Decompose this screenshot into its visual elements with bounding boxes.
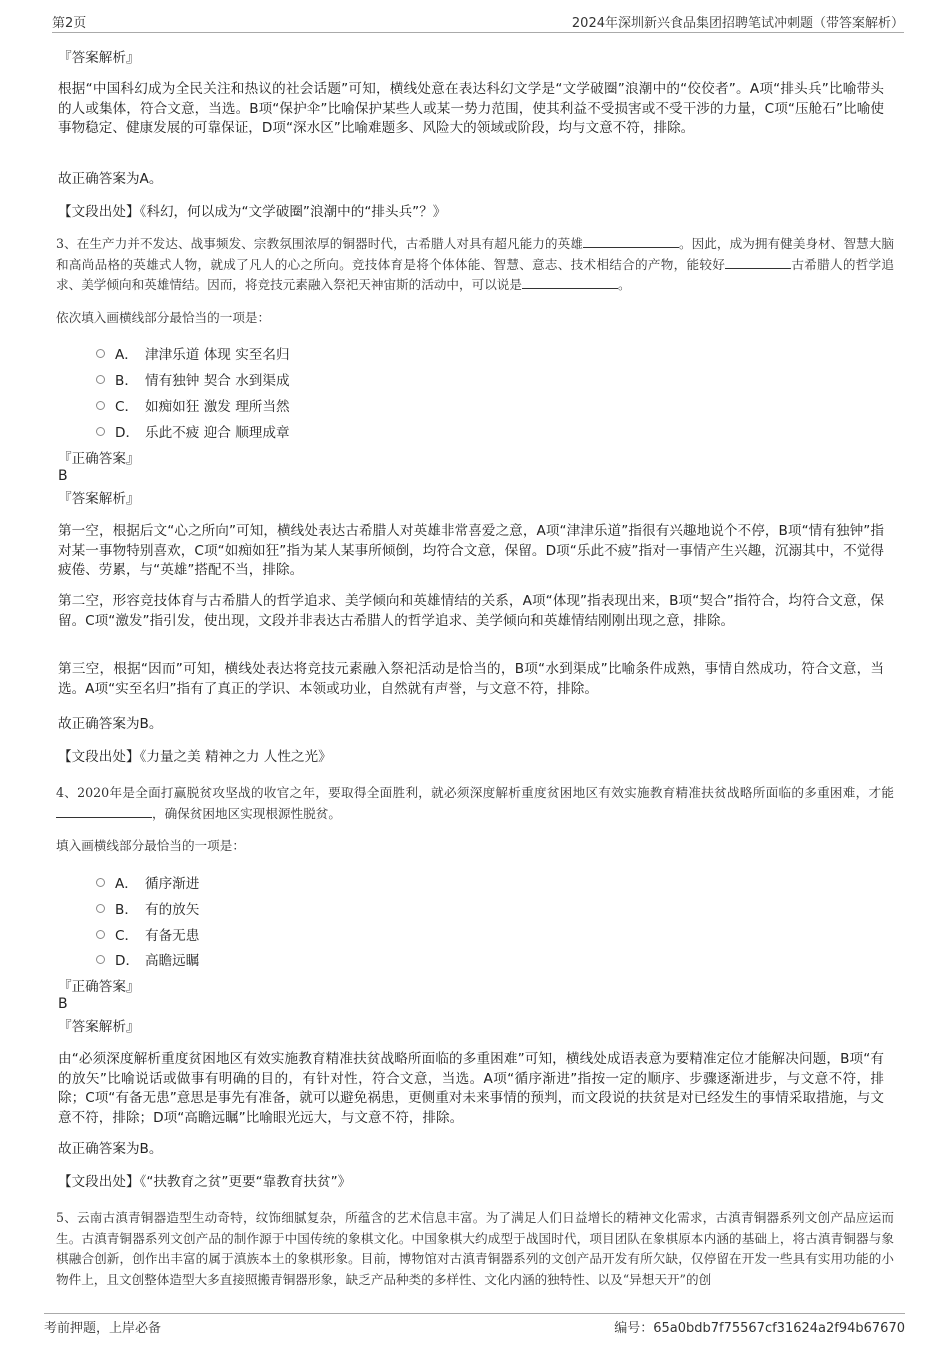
q2-analysis-text: 根据“中国科幻成为全民关注和热议的社会话题”可知，横线处意在表达科幻文学是“文学破圈”浪潮中的“佼佼者”。A项“排头兵”比喻带头的人或集体，符合文意，当选。B项“保护伞”比喻保护某些人或某一势力范围，使其利益不受损害或不受干涉的力量，C项“压舱石”比喻使事物稳定、健康发展的可靠保证，D项“深水区”比喻难题多、风险大的领域或阶段，均与文意不符，排除。 bbox=[58, 81, 884, 136]
radio-icon[interactable] bbox=[96, 930, 105, 939]
radio-icon[interactable] bbox=[96, 955, 105, 964]
q3-option-d[interactable]: D． 乐此不疲 迎合 顺理成章 bbox=[96, 420, 290, 442]
q4-source: 【文段出处】《“扶教育之贫”更要“靠教育扶贫”》 bbox=[58, 1174, 352, 1190]
q4-option-a[interactable]: A． 循序渐进 bbox=[96, 871, 199, 893]
q3-analysis-label: 『答案解析』 bbox=[58, 491, 140, 507]
q3-instruction: 依次填入画横线部分最恰当的一项是： bbox=[56, 310, 271, 325]
document-title: 2024年深圳新兴食品集团招聘笔试冲刺题（带答案解析） bbox=[571, 16, 904, 31]
q5-stem: 5、云南古滇青铜器造型生动奇特，纹饰细腻复杂，所蕴含的艺术信息丰富。为了满足人们日益增长的精神文化需求，古滇青铜器系列文创产品应运而生。古滇青铜器系列文创产品的制作源于中国传统的象棋文化。中国象棋大约成型于战国时代，项目团队在象棋原本内涵的基础上，将古滇青铜器与象棋融合创新，创作出丰富的属于滇族本土的象棋形象。目前，博物馆对古滇青铜器系列的文创产品开发有所欠缺，仅停留在开发一些具有实用功能的小物件上，且文创整体造型大多直接照搬青铜器形象，缺乏产品种类的多样性、文化内涵的独特性、以及“异想天开”的创 bbox=[56, 1210, 894, 1287]
q3-analysis-3: 第三空，根据“因而”可知，横线处表达将竞技元素融入祭祀活动是恰当的，B项“水到渠成”比喻条件成熟，事情自然成功，符合文意，当选。A项“实至名归”指有了真正的学识、本领或功业，自然就有声誉，与文意不符，排除。 bbox=[58, 661, 884, 697]
blank-1 bbox=[56, 805, 152, 818]
q2-analysis-label: 『答案解析』 bbox=[58, 50, 140, 66]
radio-icon[interactable] bbox=[96, 375, 105, 384]
q4-correct-label: 『正确答案』 bbox=[58, 979, 140, 995]
radio-icon[interactable] bbox=[96, 904, 105, 913]
page-header bbox=[52, 12, 904, 33]
blank-2 bbox=[725, 256, 791, 269]
q4-option-d[interactable]: D． 高瞻远瞩 bbox=[96, 948, 199, 970]
q3-analysis-2: 第二空，形容竞技体育与古希腊人的哲学追求、美学倾向和英雄情结的关系，A项“体现”指表现出来，B项“契合”指符合，均符合文意，保留。C项“激发”指引发，使出现，文段并非表达古希腊人的哲学追求、美学倾向和英雄情结刚刚出现之意，排除。 bbox=[58, 593, 884, 629]
q4-stem: 4、2020年是全面打赢脱贫攻坚战的收官之年，要取得全面胜利，就必须深度解析重度贫困地区有效实施教育精准扶贫战略所面临的多重困难，才能，确保贫困地区实现根源性脱贫。 bbox=[56, 785, 894, 821]
q3-source: 【文段出处】《力量之美 精神之力 人性之光》 bbox=[58, 749, 332, 765]
q4-analysis-label: 『答案解析』 bbox=[58, 1019, 140, 1035]
blank-3 bbox=[522, 276, 618, 289]
radio-icon[interactable] bbox=[96, 349, 105, 358]
q2-source: 【文段出处】《科幻，何以成为“文学破圈”浪潮中的“排头兵”？》 bbox=[58, 204, 447, 220]
q2-conclusion: 故正确答案为A。 bbox=[58, 171, 163, 187]
radio-icon[interactable] bbox=[96, 427, 105, 436]
q3-option-c[interactable]: C． 如痴如狂 激发 理所当然 bbox=[96, 394, 290, 416]
footer-serial: 编号：65a0bdb7f75567cf31624a2f94b67670 bbox=[614, 1321, 905, 1336]
q4-instruction: 填入画横线部分最恰当的一项是： bbox=[56, 838, 245, 853]
page-footer bbox=[44, 1313, 905, 1337]
q4-analysis-text: 由“必须深度解析重度贫困地区有效实施教育精准扶贫战略所面临的多重困难”可知，横线处成语表意为要精准定位才能解决问题，B项“有的放矢”比喻说话或做事有明确的目的，有针对性，符合文意，当选。A项“循序渐进”指按一定的顺序、步骤逐渐进步，与文意不符，排除；C项“有备无患”意思是事先有准备，就可以避免祸患，更侧重对未来事情的预判，而文段说的扶贫是对已经发生的事情采取措施，与文意不符，排除；D项“高瞻远瞩”比喻眼光远大，与文意不符，排除。 bbox=[58, 1051, 884, 1126]
blank-1 bbox=[583, 235, 679, 248]
q4-option-c[interactable]: C． 有备无患 bbox=[96, 923, 199, 945]
q3-option-a[interactable]: A． 津津乐道 体现 实至名归 bbox=[96, 342, 290, 364]
q3-option-b[interactable]: B． 情有独钟 契合 水到渠成 bbox=[96, 368, 290, 390]
q4-option-b[interactable]: B． 有的放矢 bbox=[96, 897, 199, 919]
q3-correct-answer: B bbox=[58, 468, 68, 484]
page-number: 第2页 bbox=[52, 16, 87, 31]
q3-analysis-1: 第一空，根据后文“心之所向”可知，横线处表达古希腊人对英雄非常喜爱之意，A项“津津乐道”指很有兴趣地说个不停，B项“情有独钟”指对某一事物特别喜欢，C项“如痴如狂”指为某人某事所倾倒，均符合文意，保留。D项“乐此不疲”指对一事情产生兴趣，沉溺其中，不觉得疲倦、劳累，与“英雄”搭配不当，排除。 bbox=[58, 523, 884, 578]
footer-slogan: 考前押题，上岸必备 bbox=[44, 1321, 162, 1336]
q3-correct-label: 『正确答案』 bbox=[58, 451, 140, 467]
radio-icon[interactable] bbox=[96, 401, 105, 410]
q4-correct-answer: B bbox=[58, 996, 68, 1012]
q4-conclusion: 故正确答案为B。 bbox=[58, 1141, 163, 1157]
radio-icon[interactable] bbox=[96, 878, 105, 887]
q3-stem: 3、在生产力并不发达、战事频发、宗教氛围浓厚的铜器时代，古希腊人对具有超凡能力的英雄 。因此，成为拥有健美身材、智慧大脑和高尚品格的英雄式人物，就成了凡人的心之所向。竞技体育是将个体体能、智慧、意志、技术相结合的产物，能较好 古希腊人的哲学追求、美学倾向和英雄情结。因而，将竞技元素融入祭祀天神宙斯的活动中，可以说是 。 bbox=[56, 236, 895, 292]
q3-conclusion: 故正确答案为B。 bbox=[58, 716, 163, 732]
